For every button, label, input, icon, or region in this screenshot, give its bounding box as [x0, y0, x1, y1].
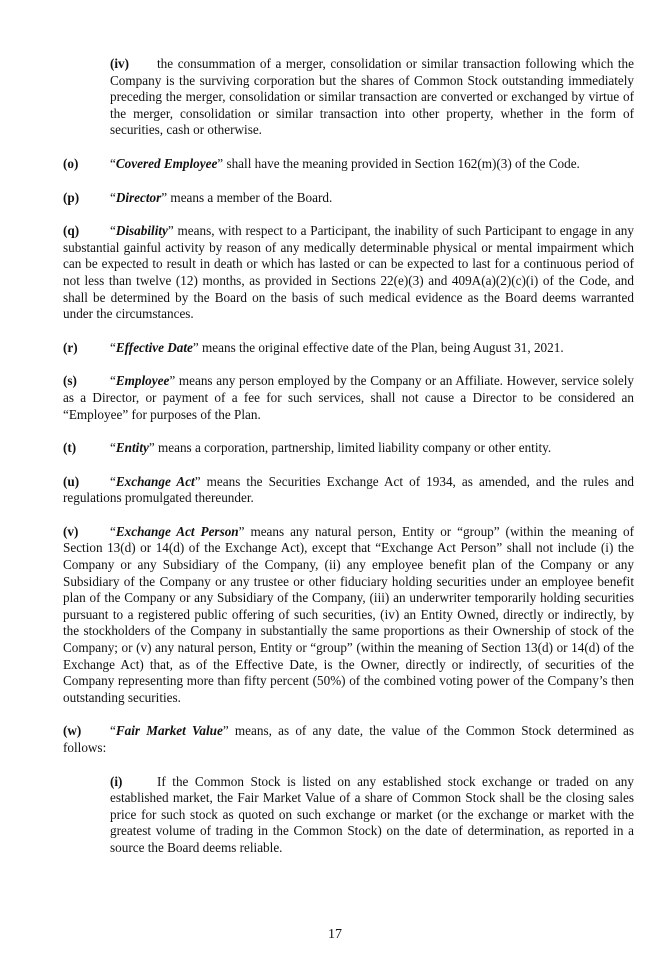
paragraph-iv: [16, 56, 634, 139]
paragraph-label: (q): [63, 223, 80, 239]
paragraph-label: (r): [63, 339, 78, 355]
paragraph-text: ” means any natural person, Entity or “group” (within the meaning of Section 13(d) or 14(d) of the Exchange Act), except that “Exchange Act Person” shall not include (i) the Company or any Subsidiary of the Company, (ii) any employee benefit plan of the Company or any Subsidiary of the Company or any trustee or other fiduciary holding securities under an employee benefit plan of the Company or any Subsidiary of the Company, (iii) an underwriter temporarily holding securities pursuant to a registered public offering of such securities, (iv) an Entity Owned, directly or indirectly, by the stockholders of the Company in substantially the same proportions as their Ownership of stock of the Company; or (v) any natural person, Entity or “group” (within the meaning of Section 13(d) or 14(d) of the Exchange Act) that, as of the Effective Date, is the Owner, directly or indirectly, of securities of the Company representing more than fifty percent (50%) of the combined voting power of the Company’s then outstanding securities.: [63, 523, 634, 705]
document-page: [16, 56, 634, 874]
open-quote: “: [110, 189, 116, 205]
open-quote: “: [110, 339, 116, 355]
paragraph-text: ” shall have the meaning provided in Section 162(m)(3) of the Code.: [217, 155, 580, 171]
paragraph-text: ” means any person employed by the Company or an Affiliate. However, service solely as a Director, or payment of a fee for such services, shall not cause a Director to be considered an “Employee” for purposes of the Plan.: [63, 373, 634, 422]
paragraph-text: the consummation of a merger, consolidation or similar transaction following which the Company is the surviving corporation but the shares of Common Stock outstanding immediately preceding the merger, consolidation or similar transaction are converted or exchanged by virtue of the merger, consolidation or similar transaction into other property, whether in the form of securities, cash or otherwise.: [110, 56, 634, 138]
paragraph-label: (p): [63, 189, 80, 205]
paragraph-label: (o): [63, 155, 79, 171]
defined-term: Exchange Act Person: [115, 523, 239, 539]
paragraph-text: ” means the Securities Exchange Act of 1934, as amended, and the rules and regulations promulgated thereunder.: [63, 473, 635, 506]
paragraph-label: (t): [63, 440, 77, 456]
open-quote: “: [110, 523, 116, 539]
paragraph-text: ” means a member of the Board.: [161, 189, 333, 205]
open-quote: “: [110, 473, 116, 489]
defined-term: Entity: [115, 440, 149, 456]
defined-term: Fair Market Value: [115, 723, 223, 739]
paragraph-p: [16, 190, 634, 207]
paragraph-q: [16, 223, 634, 323]
defined-term: Covered Employee: [115, 155, 218, 171]
paragraph-i: [16, 774, 634, 857]
open-quote: “: [110, 155, 116, 171]
defined-term: Disability: [115, 223, 168, 239]
open-quote: “: [110, 440, 116, 456]
paragraph-label: (u): [63, 473, 80, 489]
paragraph-text: ” means a corporation, partnership, limited liability company or other entity.: [148, 440, 552, 456]
paragraph-label: (v): [63, 523, 79, 539]
page-number: 17: [328, 927, 342, 942]
paragraph-u: [16, 474, 634, 507]
paragraph-label: (iv): [110, 56, 130, 71]
open-quote: “: [110, 223, 116, 239]
defined-term: Employee: [115, 373, 170, 389]
paragraph-t: [16, 440, 634, 457]
defined-term: Exchange Act: [115, 473, 195, 489]
paragraph-text: ” means, as of any date, the value of the Common Stock determined as follows:: [63, 723, 634, 755]
paragraph-label: (w): [63, 723, 82, 739]
defined-term: Director: [115, 189, 162, 205]
paragraph-text: ” means, with respect to a Participant, the inability of such Participant to engage in any substantial gainful activity by reason of any medically determinable physical or mental impairment which can be expected to result in death or which has lasted or can be expected to last for a continuous period of not less than twelve (12) months, as provided in Sections 22(e)(3) and 409A(a)(2)(c)(i) of the Code, and shall be determined by the Board on the basis of such medical evidence as the Board deems warranted under the circumstances.: [63, 223, 634, 322]
open-quote: “: [110, 373, 116, 389]
paragraph-text: If the Common Stock is listed on any established stock exchange or traded on any established market, the Fair Market Value of a share of Common Stock shall be the closing sales price for such stock as quoted on such exchange or market (or the exchange or market with the greatest volume of trading in the Common Stock) on the date of determination, as reported in a source the Board deems reliable.: [110, 773, 634, 855]
defined-term: Effective Date: [115, 339, 193, 355]
paragraph-s: [16, 373, 634, 423]
paragraph-v: [16, 524, 634, 707]
paragraph-label: (i): [110, 773, 123, 789]
paragraph-w: [16, 723, 634, 756]
paragraph-o: [16, 156, 634, 173]
paragraph-label: (s): [63, 373, 77, 389]
paragraph-text: ” means the original effective date of the Plan, being August 31, 2021.: [192, 339, 564, 355]
open-quote: “: [110, 723, 116, 739]
paragraph-r: [16, 340, 634, 357]
